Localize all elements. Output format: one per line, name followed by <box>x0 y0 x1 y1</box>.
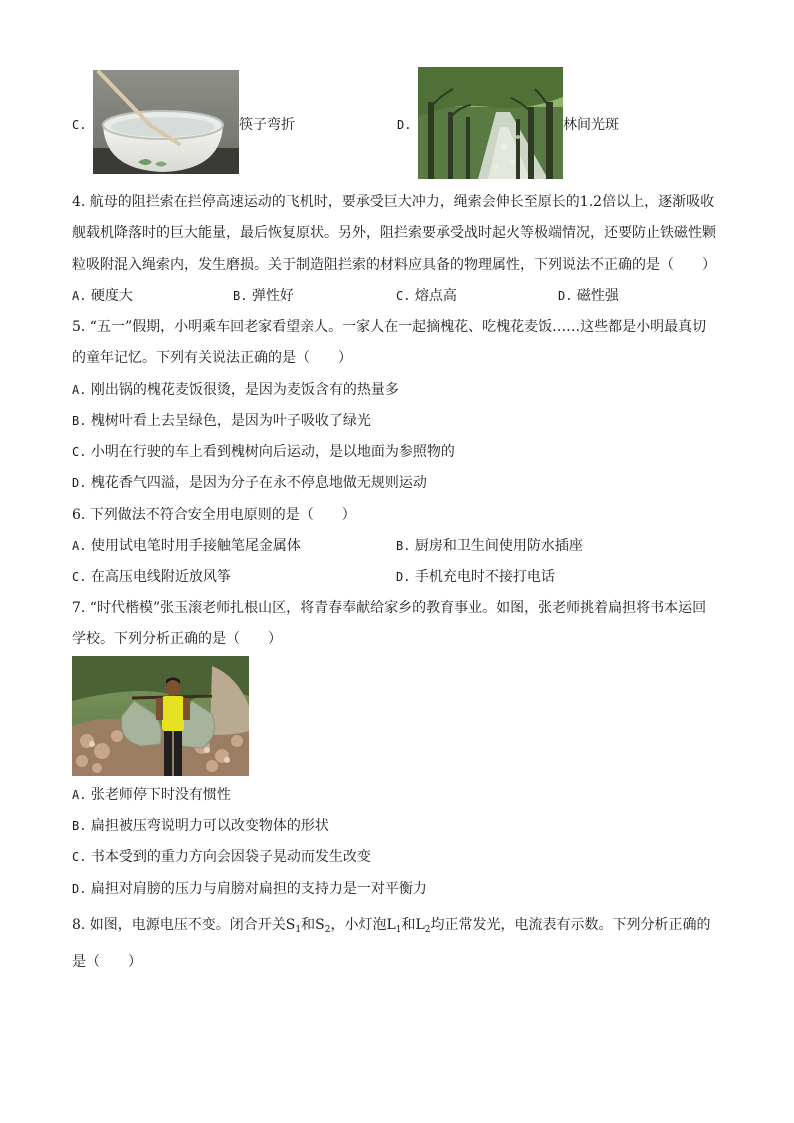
forest-path-photo <box>418 67 563 179</box>
q5-option-d: D. 槐花香气四溢，是因为分子在永不停息地做无规则运动 <box>72 475 427 491</box>
q8-stem-line-2: 是（ ） <box>72 954 142 970</box>
q5-stem-line-2: 的童年记忆。下列有关说法正确的是（ ） <box>72 350 352 366</box>
q4-option-b: B. 弹性好 <box>233 288 294 304</box>
chopstick-in-bowl-photo <box>93 70 239 174</box>
q6-option-a: A. 使用试电笔时用手接触笔尾金属体 <box>72 538 301 554</box>
q3-option-c-caption: 筷子弯折 <box>239 117 295 133</box>
q5-stem-line-1: 5. “五一”假期，小明乘车回老家看望亲人。一家人在一起摘槐花、吃槐花麦饭……这些都是小明最真切 <box>72 319 707 335</box>
q3-option-c-letter: C. <box>72 118 87 132</box>
q7-option-d: D. 扁担对肩膀的压力与肩膀对扁担的支持力是一对平衡力 <box>72 881 427 897</box>
q6-option-d: D. 手机充电时不接打电话 <box>396 569 555 585</box>
q3-option-d-letter: D. <box>397 118 412 132</box>
q4-stem-line-3: 粒吸附混入绳索内，发生磨损。关于制造阻拦索的材料应具备的物理属性，下列说法不正确的是（ ） <box>72 257 716 273</box>
q7-stem-line-1: 7. “时代楷模”张玉滚老师扎根山区，将青春奉献给家乡的教育事业。如图，张老师挑着扁担将书本运回 <box>72 600 707 616</box>
q3-option-d-caption: 林间光斑 <box>563 117 619 133</box>
q7-option-b: B. 扁担被压弯说明力可以改变物体的形状 <box>72 818 329 834</box>
q6-option-c: C. 在高压电线附近放风筝 <box>72 569 231 585</box>
q7-option-c: C. 书本受到的重力方向会因袋子晃动而发生改变 <box>72 849 371 865</box>
q4-stem-line-1: 4. 航母的阻拦索在拦停高速运动的飞机时，要承受巨大冲力，绳索会伸长至原长的1.2倍以上，逐渐吸收 <box>72 194 715 210</box>
q8-stem-line-1: 8. 如图，电源电压不变。闭合开关$S_1$和$S_2$，小灯泡$L_1$和$L_2$均正常发光，电流表有示数。下列分析正确的 <box>72 917 711 935</box>
teacher-carrying-pole-photo <box>72 656 249 776</box>
q6-stem: 6. 下列做法不符合安全用电原则的是（ ） <box>72 507 356 523</box>
q5-option-c: C. 小明在行驶的车上看到槐树向后运动，是以地面为参照物的 <box>72 444 455 460</box>
q4-option-d: D. 磁性强 <box>558 288 619 304</box>
q5-option-b: B. 槐树叶看上去呈绿色，是因为叶子吸收了绿光 <box>72 413 371 429</box>
q6-option-b: B. 厨房和卫生间使用防水插座 <box>396 538 583 554</box>
q7-option-a: A. 张老师停下时没有惯性 <box>72 787 231 803</box>
q4-option-c: C. 熔点高 <box>396 288 457 304</box>
q7-stem-line-2: 学校。下列分析正确的是（ ） <box>72 631 282 647</box>
q5-option-a: A. 刚出锅的槐花麦饭很烫，是因为麦饭含有的热量多 <box>72 382 399 398</box>
q4-stem-line-2: 舰载机降落时的巨大能量，最后恢复原状。另外，阻拦索要承受战时起火等极端情况，还要防止铁磁性颗 <box>72 225 716 241</box>
q4-option-a: A. 硬度大 <box>72 288 133 304</box>
